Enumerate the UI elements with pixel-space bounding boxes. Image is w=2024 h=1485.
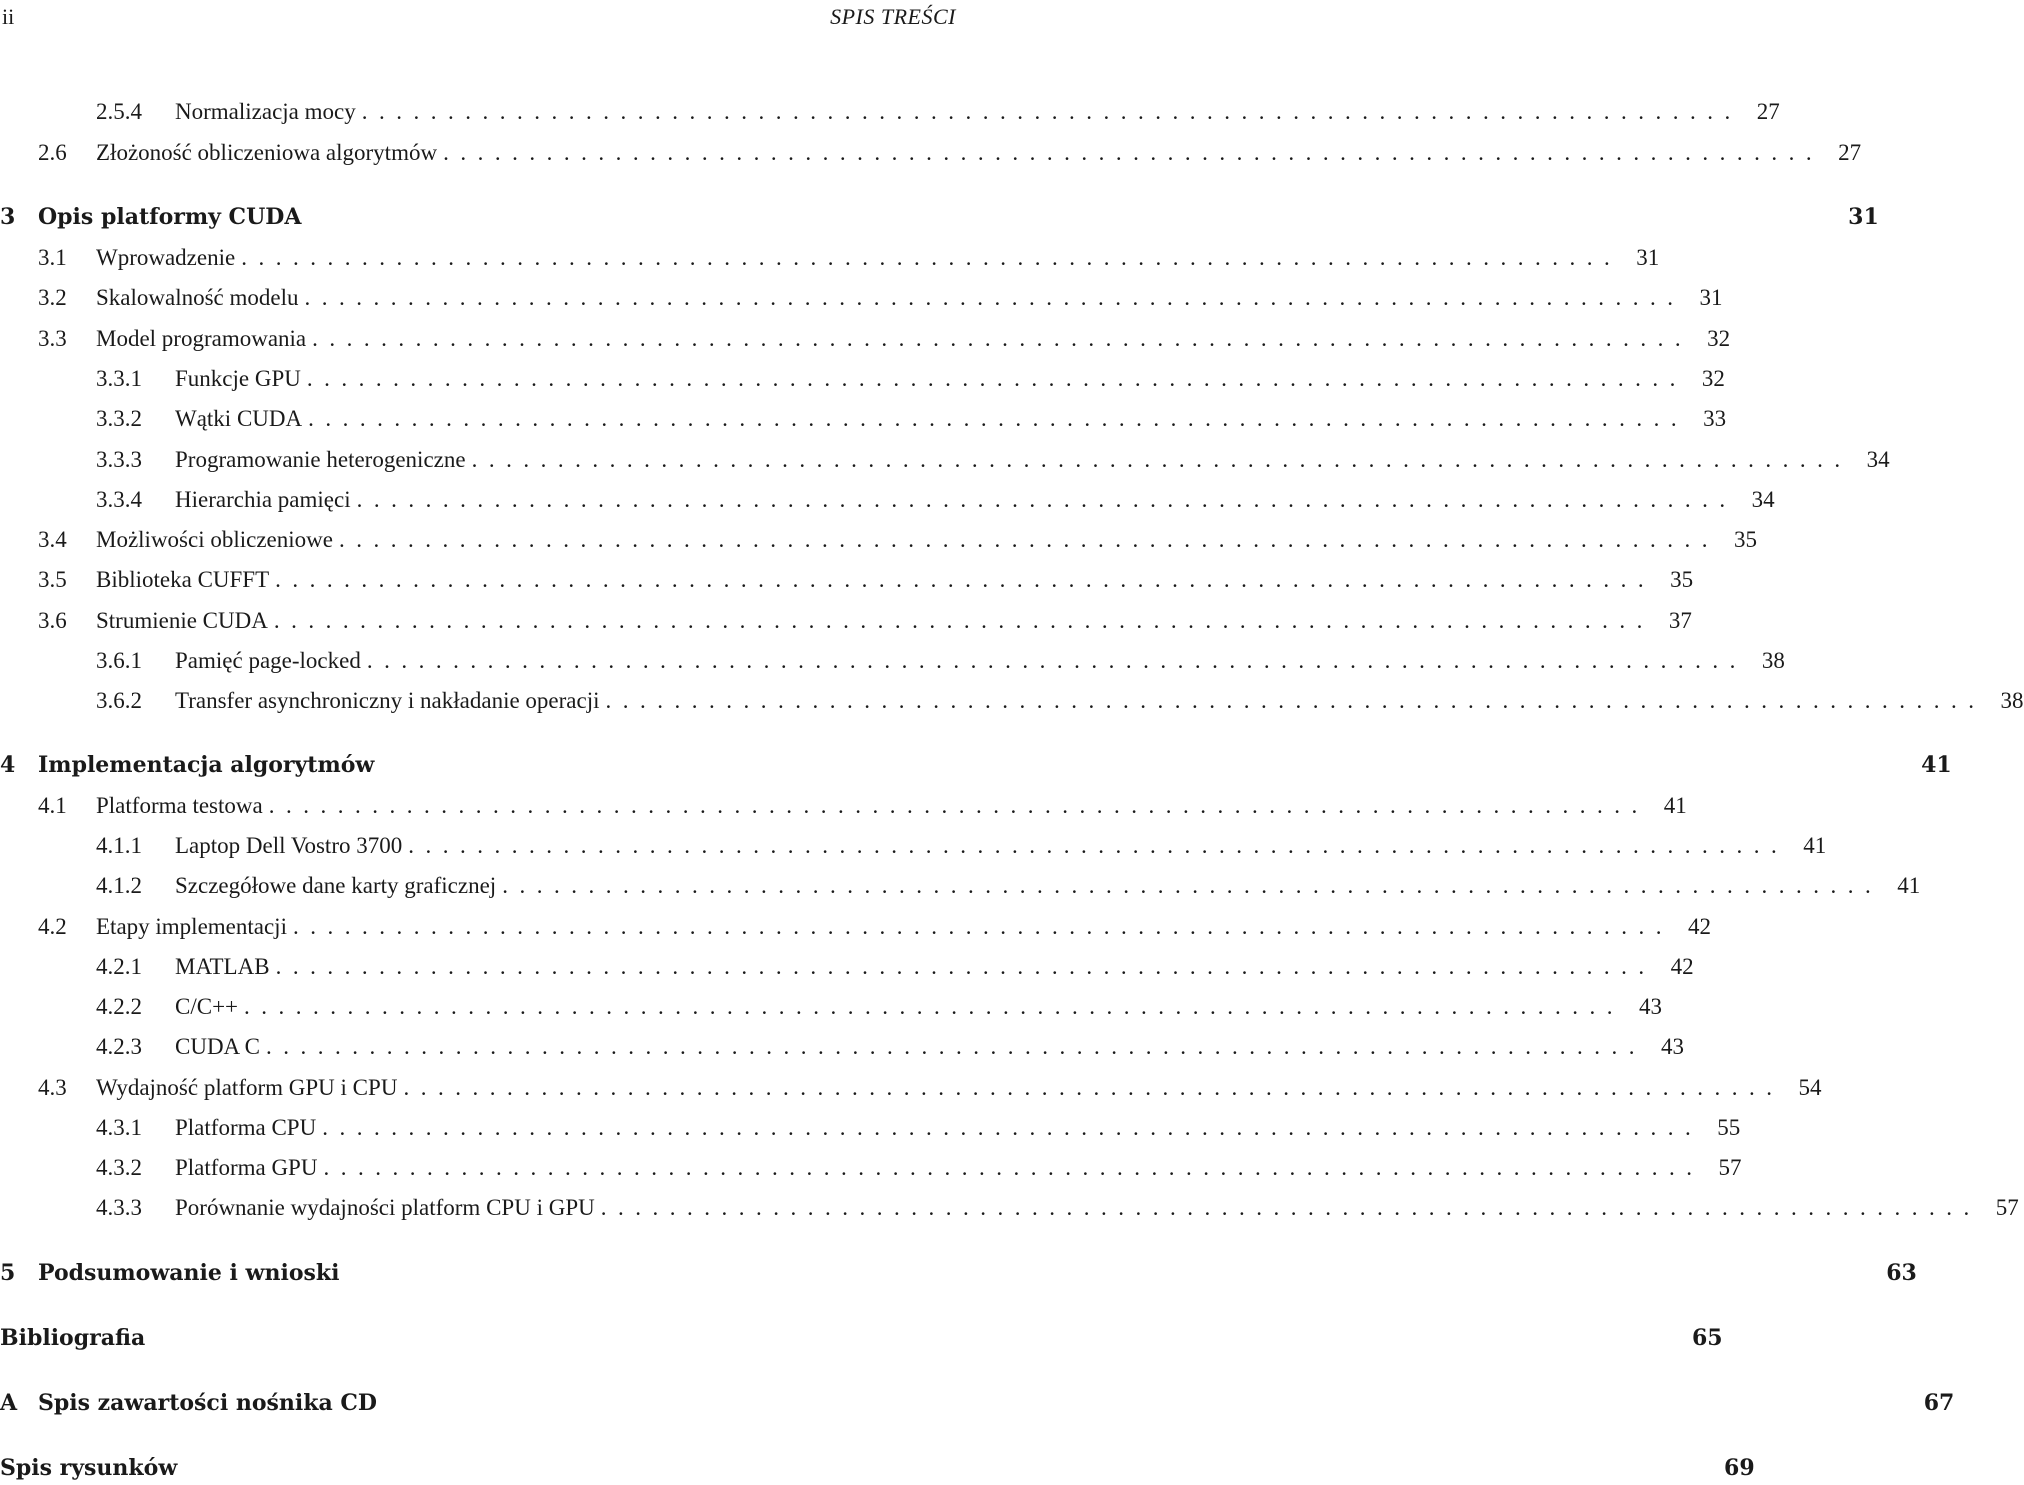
toc-section-entry[interactable] bbox=[0, 1191, 2019, 1225]
toc-entry-number: 3.6 bbox=[38, 608, 67, 633]
toc-entry-page: 41 bbox=[1897, 873, 1921, 898]
toc-entry-number: 3.4 bbox=[38, 527, 67, 552]
toc-entry-number: 4.3.3 bbox=[96, 1195, 142, 1220]
toc-section-entry[interactable] bbox=[0, 523, 1757, 557]
toc-entry-page: 27 bbox=[1838, 140, 1862, 165]
toc-entry-title: Strumienie CUDA bbox=[96, 608, 268, 633]
toc-entry-title: Biblioteka CUFFT bbox=[96, 567, 270, 592]
dot-leader: ................................................................................ bbox=[502, 873, 1883, 898]
toc-entry-page: 63 bbox=[1886, 1260, 1917, 1286]
toc-entry-number: 3.3.1 bbox=[96, 366, 142, 391]
dot-leader: ................................................................................ bbox=[356, 487, 1737, 512]
toc-entry-number: 3.3.4 bbox=[96, 487, 142, 512]
toc-entry-number: 3.3 bbox=[38, 326, 67, 351]
toc-section-entry[interactable] bbox=[0, 322, 1731, 356]
toc-chapter-entry[interactable] bbox=[0, 1451, 1755, 1485]
toc-entry-title: Porównanie wydajności platform CPU i GPU bbox=[175, 1195, 595, 1220]
toc-section-entry[interactable] bbox=[0, 829, 1827, 863]
toc-entry-number: 3.3.2 bbox=[96, 406, 142, 431]
toc-entry-title: Laptop Dell Vostro 3700 bbox=[175, 833, 403, 858]
toc-section-entry[interactable] bbox=[0, 789, 1687, 823]
toc-section-entry[interactable] bbox=[0, 869, 1921, 903]
toc-section-entry[interactable] bbox=[0, 563, 1694, 597]
toc-entry-page: 43 bbox=[1639, 994, 1663, 1019]
toc-chapter-entry[interactable] bbox=[0, 200, 1879, 234]
toc-entry-title: Platforma GPU bbox=[175, 1155, 318, 1180]
toc-entry-title: Złożoność obliczeniowa algorytmów bbox=[96, 140, 438, 165]
toc-chapter-entry[interactable] bbox=[0, 1321, 1723, 1355]
toc-entry-page: 41 bbox=[1803, 833, 1827, 858]
toc-entry-page: 32 bbox=[1701, 366, 1725, 391]
toc-entry-title: MATLAB bbox=[175, 954, 270, 979]
toc-section-entry[interactable] bbox=[0, 910, 1711, 944]
dot-leader: ................................................................................ bbox=[600, 1195, 1981, 1220]
dot-leader: ................................................................................ bbox=[408, 833, 1789, 858]
toc-entry-page: 32 bbox=[1707, 326, 1731, 351]
toc-entry-page: 34 bbox=[1866, 447, 1890, 472]
toc-entry-number: 3.3.3 bbox=[96, 447, 142, 472]
toc-section-entry[interactable] bbox=[0, 644, 1785, 678]
toc-entry-page: 35 bbox=[1670, 567, 1694, 592]
toc-section-entry[interactable] bbox=[0, 362, 1725, 396]
toc-entry-page: 67 bbox=[1923, 1390, 1955, 1416]
dot-leader: ................................................................................ bbox=[268, 793, 1649, 818]
toc-entry-title: Spis rysunków bbox=[0, 1455, 178, 1481]
toc-entry-page: 33 bbox=[1703, 406, 1727, 431]
toc-entry-page: 55 bbox=[1717, 1115, 1741, 1140]
toc-entry-page: 37 bbox=[1668, 608, 1692, 633]
toc-entry-number: 2.5.4 bbox=[96, 99, 142, 124]
toc-entry-number: A bbox=[0, 1390, 18, 1416]
dot-leader: ................................................................................ bbox=[306, 366, 1687, 391]
toc-entry-number: 4.2.3 bbox=[96, 1034, 142, 1059]
toc-entry-number: 4.1.1 bbox=[96, 833, 142, 858]
toc-entry-page: 54 bbox=[1798, 1075, 1822, 1100]
toc-entry-page: 42 bbox=[1670, 954, 1694, 979]
toc-section-entry[interactable] bbox=[0, 443, 1890, 477]
toc-entry-title: Transfer asynchroniczny i nakładanie operacji bbox=[175, 688, 600, 713]
toc-entry-number: 3.6.1 bbox=[96, 648, 142, 673]
toc-section-entry[interactable] bbox=[0, 950, 1694, 984]
toc-entry-number: 3.2 bbox=[38, 285, 67, 310]
dot-leader: ................................................................................ bbox=[403, 1075, 1784, 1100]
dot-leader: ................................................................................ bbox=[312, 326, 1693, 351]
toc-entry-title: Możliwości obliczeniowe bbox=[96, 527, 333, 552]
toc-entry-title: Implementacja algorytmów bbox=[38, 752, 375, 778]
dot-leader: ................................................................................ bbox=[323, 1155, 1704, 1180]
toc-entry-number: 3.5 bbox=[38, 567, 67, 592]
toc-section-entry[interactable] bbox=[0, 402, 1727, 436]
dot-leader: ................................................................................ bbox=[338, 527, 1719, 552]
toc-entry-title: Skalowalność modelu bbox=[96, 285, 299, 310]
toc-entry-title: C/C++ bbox=[175, 994, 239, 1019]
toc-entry-number: 2.6 bbox=[38, 140, 67, 165]
dot-leader: ................................................................................ bbox=[275, 954, 1656, 979]
toc-entry-page: 65 bbox=[1691, 1325, 1723, 1351]
toc-entry-title: Pamięć page-locked bbox=[175, 648, 361, 673]
toc-entry-title: Spis zawartości nośnika CD bbox=[38, 1390, 377, 1416]
toc-entry-number: 4.2.1 bbox=[96, 954, 142, 979]
dot-leader: ................................................................................ bbox=[366, 648, 1747, 673]
toc-entry-title: Bibliografia bbox=[0, 1325, 146, 1351]
toc-entry-number: 4.3.2 bbox=[96, 1155, 142, 1180]
toc-section-entry[interactable] bbox=[0, 241, 1660, 275]
toc-section-entry[interactable] bbox=[0, 281, 1723, 315]
toc-entry-title: Opis platformy CUDA bbox=[38, 204, 302, 230]
toc-entry-page: 31 bbox=[1848, 204, 1879, 230]
toc-entry-number: 4.3.1 bbox=[96, 1115, 142, 1140]
dot-leader: ................................................................................ bbox=[275, 567, 1656, 592]
toc-entry-title: Wątki CUDA bbox=[175, 406, 303, 431]
toc-entry-page: 38 bbox=[2000, 688, 2024, 713]
toc-entry-title: Hierarchia pamięci bbox=[175, 487, 351, 512]
toc-entry-title: CUDA C bbox=[175, 1034, 260, 1059]
dot-leader: ................................................................................ bbox=[471, 447, 1852, 472]
toc-entry-number: 5 bbox=[0, 1260, 16, 1286]
toc-entry-page: 38 bbox=[1761, 648, 1785, 673]
toc-section-entry[interactable] bbox=[0, 604, 1692, 638]
toc-entry-title: Szczegółowe dane karty graficznej bbox=[175, 873, 497, 898]
toc-entry-number: 3.1 bbox=[38, 245, 67, 270]
toc-section-entry[interactable] bbox=[0, 483, 1775, 517]
page-number: ii bbox=[2, 4, 15, 29]
dot-leader: ................................................................................ bbox=[292, 914, 1673, 939]
toc-entry-page: 35 bbox=[1733, 527, 1757, 552]
toc-entry-page: 69 bbox=[1724, 1455, 1755, 1481]
dot-leader: ................................................................................ bbox=[241, 245, 1622, 270]
toc-entry-title: Wprowadzenie bbox=[96, 245, 236, 270]
toc-entry-title: Funkcje GPU bbox=[175, 366, 301, 391]
toc-entry-page: 43 bbox=[1661, 1034, 1684, 1059]
toc-entry-title: Normalizacja mocy bbox=[175, 99, 356, 124]
toc-section-entry[interactable] bbox=[0, 1111, 1741, 1145]
toc-section-entry[interactable] bbox=[0, 1071, 1822, 1105]
toc-entry-title: Platforma testowa bbox=[96, 793, 263, 818]
toc-entry-title: Platforma CPU bbox=[175, 1115, 317, 1140]
toc-entry-number: 4 bbox=[0, 752, 16, 778]
toc-entry-number: 4.3 bbox=[38, 1075, 67, 1100]
toc-entry-title: Programowanie heterogeniczne bbox=[175, 447, 466, 472]
toc-entry-title: Model programowania bbox=[96, 326, 307, 351]
toc-entry-number: 3.6.2 bbox=[96, 688, 142, 713]
toc-entry-number: 3 bbox=[0, 204, 16, 230]
toc-entry-title: Wydajność platform GPU i CPU bbox=[96, 1075, 398, 1100]
toc-entry-number: 4.1 bbox=[38, 793, 67, 818]
toc-entry-page: 41 bbox=[1663, 793, 1687, 818]
toc-chapter-entry[interactable] bbox=[0, 1386, 1955, 1420]
toc-entry-title: Etapy implementacji bbox=[96, 914, 287, 939]
toc-section-entry[interactable] bbox=[0, 95, 1780, 129]
toc-section-entry[interactable] bbox=[0, 684, 2024, 718]
toc-section-entry[interactable] bbox=[0, 1151, 1742, 1185]
toc-entry-page: 27 bbox=[1756, 99, 1780, 124]
dot-leader: ................................................................................ bbox=[308, 406, 1689, 431]
toc-entry-page: 34 bbox=[1751, 487, 1775, 512]
toc-section-entry[interactable] bbox=[0, 1030, 1684, 1064]
dot-leader: ................................................................................ bbox=[266, 1034, 1646, 1059]
dot-leader: ................................................................................ bbox=[273, 608, 1654, 633]
dot-leader: ................................................................................ bbox=[304, 285, 1685, 310]
toc-section-entry[interactable] bbox=[0, 136, 1862, 170]
dot-leader: ................................................................................ bbox=[605, 688, 1986, 713]
toc-chapter-entry[interactable] bbox=[0, 748, 1952, 782]
toc-chapter-entry[interactable] bbox=[0, 1256, 1917, 1290]
toc-entry-page: 31 bbox=[1636, 245, 1660, 270]
toc-entry-page: 31 bbox=[1699, 285, 1723, 310]
toc-section-entry[interactable] bbox=[0, 990, 1663, 1024]
dot-leader: ................................................................................ bbox=[244, 994, 1625, 1019]
toc-entry-number: 4.1.2 bbox=[96, 873, 142, 898]
toc-entry-number: 4.2.2 bbox=[96, 994, 142, 1019]
toc-entry-title: Podsumowanie i wnioski bbox=[38, 1260, 340, 1286]
dot-leader: ................................................................................ bbox=[443, 140, 1824, 165]
toc-entry-page: 41 bbox=[1921, 752, 1952, 778]
toc-entry-number: 4.2 bbox=[38, 914, 67, 939]
toc-entry-page: 42 bbox=[1687, 914, 1711, 939]
dot-leader: ................................................................................ bbox=[361, 99, 1742, 124]
dot-leader: ................................................................................ bbox=[322, 1115, 1703, 1140]
toc-entry-page: 57 bbox=[1995, 1195, 2019, 1220]
toc-entry-page: 57 bbox=[1718, 1155, 1742, 1180]
running-title: SPIS TREŚCI bbox=[830, 4, 956, 29]
